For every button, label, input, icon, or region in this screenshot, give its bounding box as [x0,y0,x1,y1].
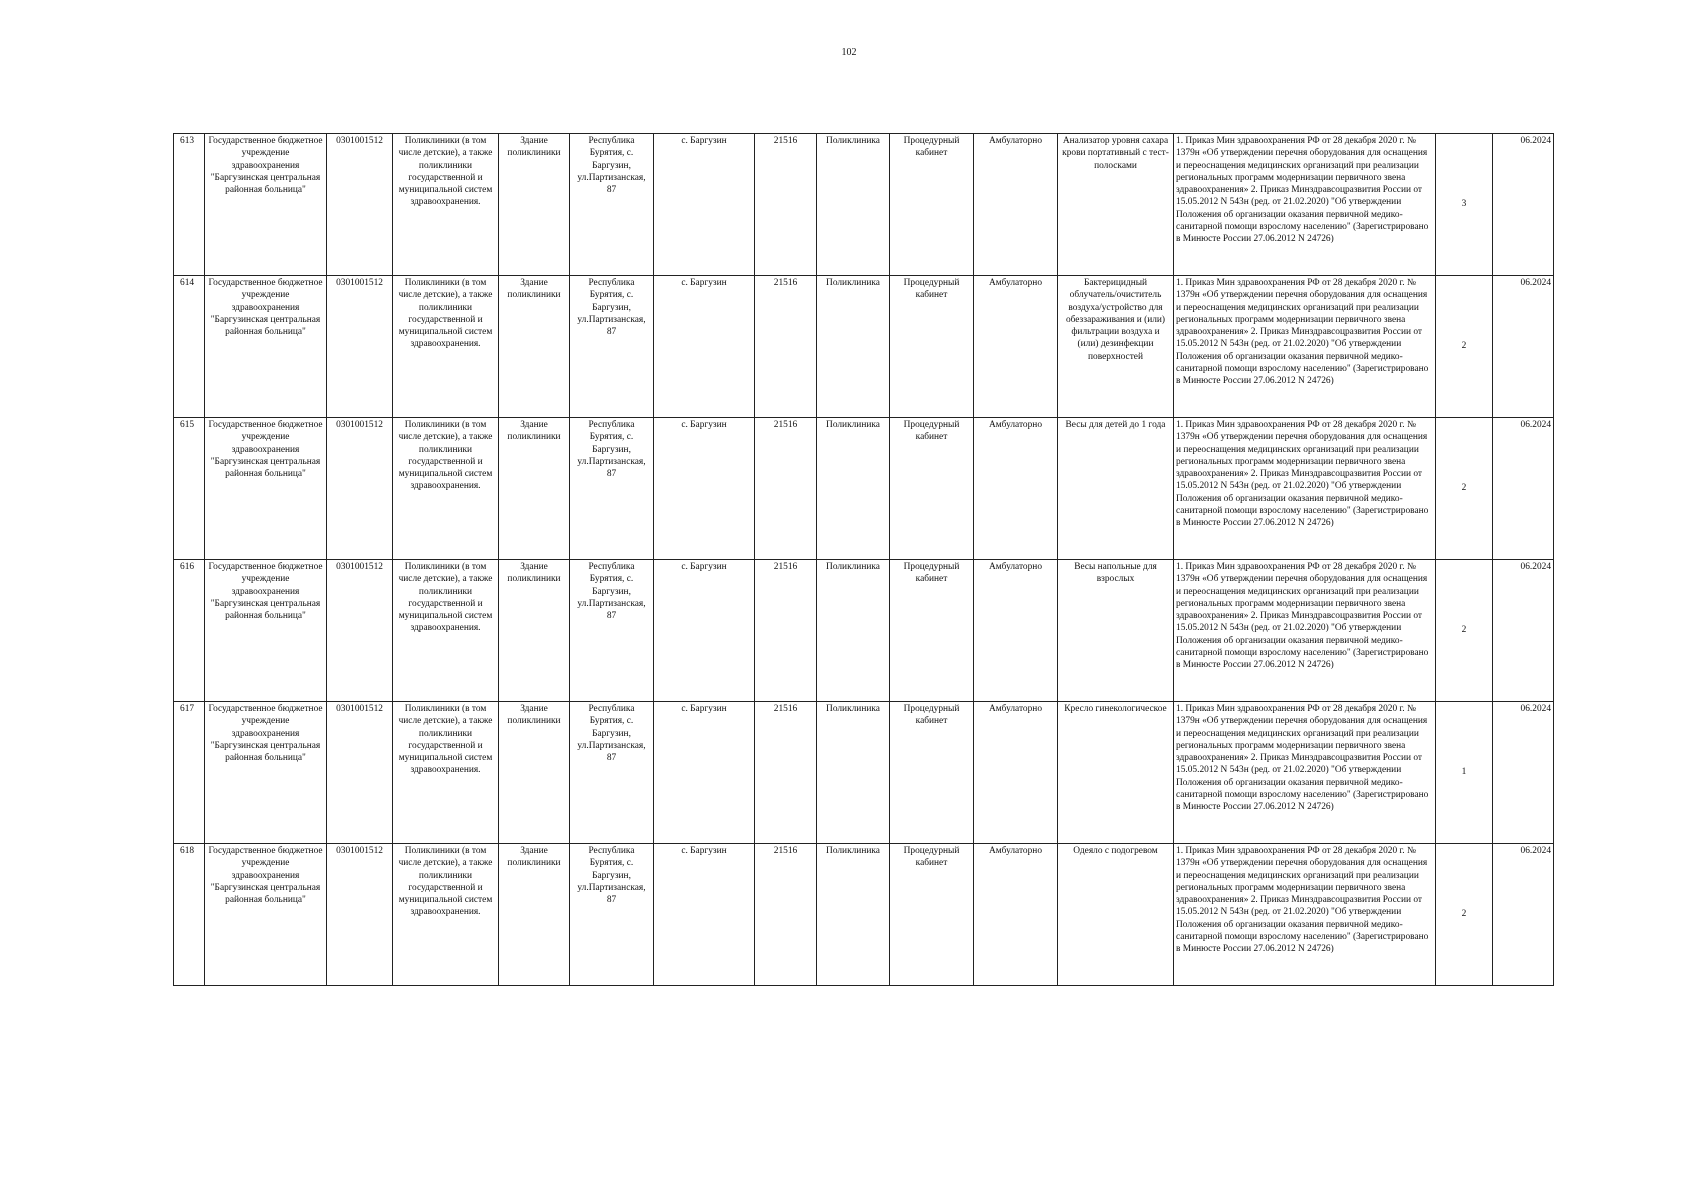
cell-care-form: Амбулаторно [974,134,1058,276]
cell-organization-code: 0301001512 [327,418,393,560]
cell-date: 06.2024 [1493,702,1554,844]
cell-department: Поликлиника [817,702,890,844]
cell-quantity: 1 [1436,702,1493,844]
cell-equipment-name: Одеяло с подогревом [1058,844,1174,986]
cell-facility-type: Поликлиники (в том числе детские), а также поликлиники государственной и муниципальной систем здравоохранения. [393,844,499,986]
cell-organization-name: Государственное бюджетное учреждение здравоохранения "Баргузинская центральная районная больница" [205,418,327,560]
table-row [174,844,1554,986]
cell-address: Республика Бурятия, с. Баргузин, ул.Партизанская, 87 [570,134,654,276]
cell-row-number: 613 [174,134,205,276]
cell-facility-type: Поликлиники (в том числе детские), а также поликлиники государственной и муниципальной систем здравоохранения. [393,560,499,702]
cell-building-name: Здание поликлиники [499,276,570,418]
cell-equipment-name: Бактерицидный облучатель/очиститель воздуха/устройство для обеззараживания и (или) фильтрации воздуха и (или) дезинфекции поверхностей [1058,276,1174,418]
cell-facility-type: Поликлиники (в том числе детские), а также поликлиники государственной и муниципальной систем здравоохранения. [393,702,499,844]
cell-organization-name: Государственное бюджетное учреждение здравоохранения "Баргузинская центральная районная больница" [205,844,327,986]
cell-organization-name: Государственное бюджетное учреждение здравоохранения "Баргузинская центральная районная больница" [205,134,327,276]
cell-facility-type: Поликлиники (в том числе детские), а также поликлиники государственной и муниципальной систем здравоохранения. [393,276,499,418]
cell-department: Поликлиника [817,844,890,986]
cell-settlement: с. Баргузин [654,702,755,844]
cell-equipment-name: Анализатор уровня сахара крови портативный с тест-полосками [1058,134,1174,276]
cell-room: Процедурный кабинет [890,276,974,418]
cell-row-number: 617 [174,702,205,844]
cell-care-form: Амбулаторно [974,560,1058,702]
cell-care-form: Амбулаторно [974,702,1058,844]
cell-settlement: с. Баргузин [654,276,755,418]
cell-settlement: с. Баргузин [654,560,755,702]
cell-organization-code: 0301001512 [327,560,393,702]
cell-legal-basis: 1. Приказ Мин здравоохранения РФ от 28 декабря 2020 г. № 1379н «Об утверждении перечня оборудования для оснащения и переоснащения медицинских организаций при реализации региональных программ модернизации первичного звена здравоохранения» 2. Приказ Минздравсоцразвития России от 15.05.2012 N 543н (ред. от 21.02.2020) "Об утверждении Положения об организации оказания первичной медико-санитарной помощи взрослому населению" (Зарегистрировано в Минюсте России 27.06.2012 N 24726) [1174,560,1436,702]
cell-care-form: Амбулаторно [974,418,1058,560]
cell-building-name: Здание поликлиники [499,418,570,560]
cell-legal-basis: 1. Приказ Мин здравоохранения РФ от 28 декабря 2020 г. № 1379н «Об утверждении перечня оборудования для оснащения и переоснащения медицинских организаций при реализации региональных программ модернизации первичного звена здравоохранения» 2. Приказ Минздравсоцразвития России от 15.05.2012 N 543н (ред. от 21.02.2020) "Об утверждении Положения об организации оказания первичной медико-санитарной помощи взрослому населению" (Зарегистрировано в Минюсте России 27.06.2012 N 24726) [1174,276,1436,418]
cell-date: 06.2024 [1493,844,1554,986]
cell-date: 06.2024 [1493,560,1554,702]
cell-equipment-name: Кресло гинекологическое [1058,702,1174,844]
cell-date: 06.2024 [1493,276,1554,418]
cell-organization-code: 0301001512 [327,134,393,276]
cell-settlement-code: 21516 [755,276,817,418]
cell-legal-basis: 1. Приказ Мин здравоохранения РФ от 28 декабря 2020 г. № 1379н «Об утверждении перечня оборудования для оснащения и переоснащения медицинских организаций при реализации региональных программ модернизации первичного звена здравоохранения» 2. Приказ Минздравсоцразвития России от 15.05.2012 N 543н (ред. от 21.02.2020) "Об утверждении Положения об организации оказания первичной медико-санитарной помощи взрослому населению" (Зарегистрировано в Минюсте России 27.06.2012 N 24726) [1174,418,1436,560]
cell-equipment-name: Весы для детей до 1 года [1058,418,1174,560]
cell-facility-type: Поликлиники (в том числе детские), а также поликлиники государственной и муниципальной систем здравоохранения. [393,134,499,276]
equipment-registry-table [173,133,1554,986]
table-row [174,134,1554,276]
cell-address: Республика Бурятия, с. Баргузин, ул.Партизанская, 87 [570,560,654,702]
table-row [174,560,1554,702]
cell-legal-basis: 1. Приказ Мин здравоохранения РФ от 28 декабря 2020 г. № 1379н «Об утверждении перечня оборудования для оснащения и переоснащения медицинских организаций при реализации региональных программ модернизации первичного звена здравоохранения» 2. Приказ Минздравсоцразвития России от 15.05.2012 N 543н (ред. от 21.02.2020) "Об утверждении Положения об организации оказания первичной медико-санитарной помощи взрослому населению" (Зарегистрировано в Минюсте России 27.06.2012 N 24726) [1174,844,1436,986]
table-body [174,134,1554,986]
cell-settlement-code: 21516 [755,844,817,986]
cell-room: Процедурный кабинет [890,702,974,844]
cell-settlement: с. Баргузин [654,844,755,986]
cell-building-name: Здание поликлиники [499,134,570,276]
cell-organization-code: 0301001512 [327,276,393,418]
cell-room: Процедурный кабинет [890,844,974,986]
cell-settlement-code: 21516 [755,418,817,560]
cell-building-name: Здание поликлиники [499,702,570,844]
cell-settlement: с. Баргузин [654,134,755,276]
table-row [174,702,1554,844]
cell-equipment-name: Весы напольные для взрослых [1058,560,1174,702]
cell-quantity: 2 [1436,560,1493,702]
cell-room: Процедурный кабинет [890,418,974,560]
cell-settlement-code: 21516 [755,134,817,276]
cell-row-number: 616 [174,560,205,702]
cell-organization-name: Государственное бюджетное учреждение здравоохранения "Баргузинская центральная районная больница" [205,276,327,418]
table-row [174,418,1554,560]
cell-care-form: Амбулаторно [974,276,1058,418]
cell-date: 06.2024 [1493,418,1554,560]
cell-address: Республика Бурятия, с. Баргузин, ул.Партизанская, 87 [570,702,654,844]
cell-settlement-code: 21516 [755,702,817,844]
cell-quantity: 3 [1436,134,1493,276]
cell-row-number: 614 [174,276,205,418]
cell-building-name: Здание поликлиники [499,560,570,702]
cell-legal-basis: 1. Приказ Мин здравоохранения РФ от 28 декабря 2020 г. № 1379н «Об утверждении перечня оборудования для оснащения и переоснащения медицинских организаций при реализации региональных программ модернизации первичного звена здравоохранения» 2. Приказ Минздравсоцразвития России от 15.05.2012 N 543н (ред. от 21.02.2020) "Об утверждении Положения об организации оказания первичной медико-санитарной помощи взрослому населению" (Зарегистрировано в Минюсте России 27.06.2012 N 24726) [1174,702,1436,844]
cell-organization-name: Государственное бюджетное учреждение здравоохранения "Баргузинская центральная районная больница" [205,702,327,844]
cell-organization-name: Государственное бюджетное учреждение здравоохранения "Баргузинская центральная районная больница" [205,560,327,702]
cell-settlement: с. Баргузин [654,418,755,560]
cell-quantity: 2 [1436,276,1493,418]
cell-department: Поликлиника [817,276,890,418]
cell-room: Процедурный кабинет [890,560,974,702]
cell-date: 06.2024 [1493,134,1554,276]
cell-facility-type: Поликлиники (в том числе детские), а также поликлиники государственной и муниципальной систем здравоохранения. [393,418,499,560]
cell-organization-code: 0301001512 [327,702,393,844]
page-number: 102 [841,47,857,58]
cell-row-number: 618 [174,844,205,986]
cell-row-number: 615 [174,418,205,560]
cell-address: Республика Бурятия, с. Баргузин, ул.Партизанская, 87 [570,418,654,560]
table-row [174,276,1554,418]
cell-department: Поликлиника [817,560,890,702]
cell-department: Поликлиника [817,418,890,560]
cell-address: Республика Бурятия, с. Баргузин, ул.Партизанская, 87 [570,844,654,986]
cell-quantity: 2 [1436,844,1493,986]
cell-department: Поликлиника [817,134,890,276]
cell-legal-basis: 1. Приказ Мин здравоохранения РФ от 28 декабря 2020 г. № 1379н «Об утверждении перечня оборудования для оснащения и переоснащения медицинских организаций при реализации региональных программ модернизации первичного звена здравоохранения» 2. Приказ Минздравсоцразвития России от 15.05.2012 N 543н (ред. от 21.02.2020) "Об утверждении Положения об организации оказания первичной медико-санитарной помощи взрослому населению" (Зарегистрировано в Минюсте России 27.06.2012 N 24726) [1174,134,1436,276]
cell-address: Республика Бурятия, с. Баргузин, ул.Партизанская, 87 [570,276,654,418]
cell-organization-code: 0301001512 [327,844,393,986]
cell-building-name: Здание поликлиники [499,844,570,986]
cell-settlement-code: 21516 [755,560,817,702]
cell-care-form: Амбулаторно [974,844,1058,986]
cell-quantity: 2 [1436,418,1493,560]
cell-room: Процедурный кабинет [890,134,974,276]
